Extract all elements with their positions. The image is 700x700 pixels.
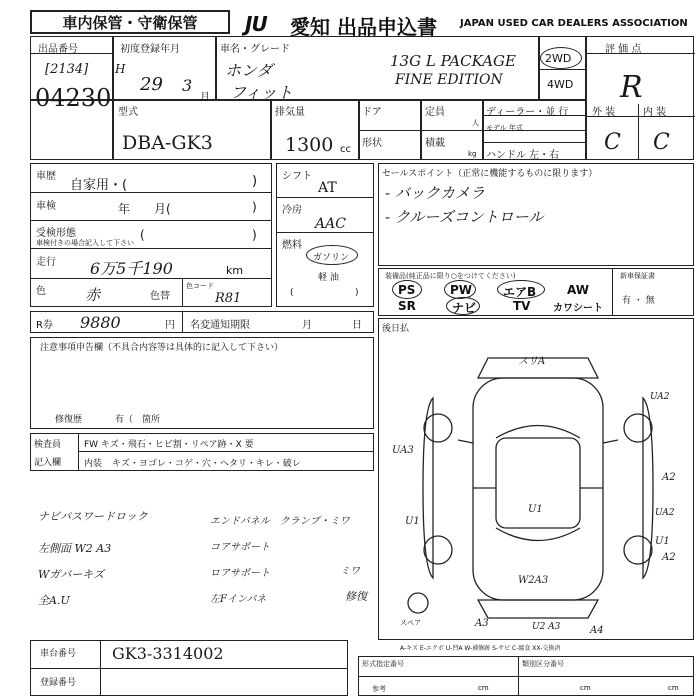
lot-small-number: [2134] — [45, 62, 89, 77]
mileage-value: 6万5千190 — [90, 259, 173, 278]
inspection-label: 車検 — [36, 201, 56, 212]
storage-stamp — [30, 10, 230, 34]
dimension-unit: cm — [478, 684, 489, 692]
equipment-aw: AW — [567, 283, 589, 297]
capacity-unit: 人 — [472, 119, 479, 127]
recycle-label: R券 — [36, 320, 53, 331]
inspector-note-right: エンドパネル クランプ・ミワ — [210, 516, 350, 527]
rear-date-label: 後日払 — [382, 324, 410, 334]
rear-window — [496, 528, 580, 541]
damage-annotation: U1 — [655, 536, 670, 547]
class-number-label: 類別区分番号 — [522, 660, 564, 668]
ju-logo — [245, 12, 267, 36]
fuel-diesel: 軽 油 — [318, 273, 339, 283]
sales-point-item: - クルーズコントロール — [385, 208, 544, 226]
fuel-label: 燃料 — [282, 240, 302, 251]
equipment-airbag-circle — [497, 280, 545, 299]
fuel-gasoline: ガソリン — [313, 253, 350, 263]
sales-point-item: - バックカメラ — [385, 184, 485, 202]
equipment-navi: ナビ — [452, 301, 477, 315]
receive-open: ( — [140, 228, 145, 242]
tax-notice-label: 名変通知期限 — [190, 320, 250, 331]
inspector-note-left: ナビパスワードロック — [38, 510, 148, 523]
displacement-value: 1300 — [285, 134, 334, 156]
form-number-label: 形式指定番号 — [362, 660, 404, 668]
reference-label: 参考 — [372, 685, 386, 693]
fuel-open: ( — [290, 288, 294, 298]
inspector-repair-note: 修復 — [345, 590, 367, 603]
damage-annotation: U1 — [528, 504, 543, 515]
shift-value: AT — [318, 180, 337, 196]
mileage-label: 走行 — [36, 257, 56, 268]
chassis-number: GK3-3314002 — [112, 644, 224, 663]
spare-label: スペア — [400, 619, 421, 627]
dealer-label: ディーラー・並 行 — [486, 107, 569, 118]
wheel-front-left — [424, 414, 452, 442]
damage-annotation: UA3 — [392, 445, 414, 456]
damage-annotation: W2A3 — [518, 575, 549, 586]
registration-year: 29 — [140, 74, 163, 95]
damage-annotation: A4 — [590, 625, 604, 636]
ac-label: 冷房 — [282, 205, 302, 216]
damage-annotation: U1 — [405, 516, 420, 527]
history-close: ) — [252, 174, 258, 189]
color-code-label: 色コード — [186, 282, 214, 290]
association-name: JAPAN USED CAR DEALERS ASSOCIATION — [460, 18, 688, 29]
damage-annotation: UA2 — [655, 508, 675, 518]
damage-legend: A-キズ E-エクボ U-凹A W-補修跡 S-サビ C-腐食 XX-交換済 — [400, 645, 561, 652]
equipment-pw: PW — [450, 283, 473, 297]
warranty-value: 有 ・ 無 — [622, 296, 655, 306]
registration-era: H — [115, 62, 126, 76]
inspector-note-right: 左Fインパネ — [210, 594, 267, 605]
equipment-ps-circle — [392, 280, 422, 299]
equipment-navi-circle — [446, 297, 480, 315]
inspection-close: ) — [252, 200, 257, 214]
fuel-close: ) — [355, 288, 359, 298]
load-unit: kg — [468, 150, 477, 158]
lot-label: 出品番号 — [38, 44, 78, 55]
ju-logo-mark: JU — [245, 12, 267, 36]
inspector-note-right: ロアサポート — [210, 568, 270, 579]
lot-number: 04230 — [35, 84, 112, 112]
dimension-unit: cm — [580, 684, 591, 692]
car-name-label: 車名・グレード — [220, 44, 290, 55]
inspector-bracket-note: ミワ — [340, 566, 360, 577]
inspector-note-left: Wガバーキズ — [38, 568, 105, 581]
inspector-note-left: 全A.U — [38, 594, 70, 607]
wheel-front-right — [624, 414, 652, 442]
sales-points-label: セールスポイント（正常に機能するものに限ります） — [382, 169, 598, 179]
capacity-label: 定員 — [425, 107, 445, 118]
notes-label: 注意事項申告欄（不具合内容等は具体的に記入して下さい） — [40, 343, 284, 353]
rear-view — [478, 600, 598, 618]
shape-label: 形状 — [362, 138, 382, 149]
registration-label: 初度登録年月 — [120, 44, 180, 55]
inspector-label-top: 検査員 — [34, 440, 62, 450]
storage-stamp-text: 車内保管・守衛保管 — [62, 13, 198, 32]
exterior-grade: C — [604, 130, 621, 155]
wheel-rear-right — [624, 536, 652, 564]
inspector-note-right: コアサポート — [210, 542, 270, 553]
handle-label: ハンドル 左・右 — [486, 150, 560, 161]
ac-value: AAC — [315, 216, 346, 232]
drive-2wd-circle — [540, 47, 582, 69]
interior-label: 内 装 — [643, 107, 667, 118]
inspector-note-left: 左側面 W2 A3 — [38, 542, 112, 555]
shift-label: シフト — [282, 171, 312, 182]
doors-label: ドア — [362, 107, 382, 118]
score-value: R — [620, 70, 643, 105]
recycle-value: 9880 — [80, 313, 121, 332]
score-label: 評 価 点 — [605, 44, 642, 55]
model-code: DBA-GK3 — [122, 132, 213, 154]
history-value: 自家用・( — [70, 178, 128, 193]
fuel-gasoline-circle — [306, 245, 358, 265]
equipment-sr: SR — [398, 299, 416, 313]
registration-number-label: 登録番号 — [40, 678, 77, 688]
equipment-airbag: エアB — [503, 285, 537, 299]
wheel-rear-left — [424, 536, 452, 564]
equipment-tv: TV — [513, 299, 531, 313]
chassis-label: 車台番号 — [40, 649, 77, 659]
drive-4wd: 4WD — [547, 78, 574, 91]
model-year-label: モデル 年式 — [486, 124, 523, 132]
recycle-unit: 円 — [165, 320, 175, 331]
model-code-label: 型式 — [118, 107, 138, 118]
tax-month: 月 — [302, 320, 312, 331]
registration-month-unit: 月 — [200, 92, 210, 103]
displacement-unit: cc — [340, 144, 351, 155]
windshield — [496, 426, 580, 439]
drive-2wd: 2WD — [545, 52, 572, 65]
damage-annotation: A3 — [475, 618, 489, 629]
inspector-label-bottom: 記入欄 — [34, 458, 62, 468]
spare-tire — [408, 593, 428, 613]
color-value: 赤 — [85, 286, 101, 304]
form-title: 愛知 出品申込書 — [290, 15, 437, 39]
color-code-value: R81 — [215, 291, 242, 306]
color-label: 色 — [36, 286, 46, 297]
dimension-unit: cm — [668, 684, 679, 692]
car-model: フィット — [230, 83, 293, 102]
exterior-label: 外 装 — [592, 107, 616, 118]
repair-history-label: 修復歴 — [55, 415, 83, 425]
equipment-leather: カワシート — [553, 303, 603, 314]
color-change-label: 色替 — [150, 291, 170, 302]
registration-month: 3 — [182, 76, 193, 95]
damage-annotation: A2 — [662, 552, 676, 563]
inspector-row-2-label: 内装 — [84, 459, 103, 469]
damage-annotation: スリA — [518, 356, 546, 367]
equipment-ps: PS — [398, 283, 416, 297]
mileage-unit: km — [226, 264, 244, 277]
damage-annotation: UA2 — [650, 392, 670, 402]
repair-history-value: 有（ 箇所 — [115, 415, 161, 425]
grade-line-2: FINE EDITION — [395, 72, 503, 88]
car-body-outline — [473, 378, 603, 600]
receive-close: ) — [252, 228, 257, 242]
receive-label: 受検形態 — [36, 228, 76, 239]
inspector-row-2: キズ・ヨゴレ・コゲ・穴・ヘタリ・キレ・破レ — [112, 459, 301, 469]
load-label: 積載 — [425, 138, 445, 149]
car-make: ホンダ — [225, 61, 273, 80]
equipment-label: 装備品(純正品に限り○をつけてください) — [385, 272, 516, 280]
history-label: 車歴 — [36, 171, 56, 182]
grade-line-1: 13G L PACKAGE — [390, 52, 516, 70]
inspector-row-1: FW キズ・飛石・ヒビ割・リペア跡・X 要 — [84, 440, 254, 450]
damage-annotation: U2 A3 — [532, 622, 561, 632]
displacement-label: 排気量 — [275, 107, 305, 118]
warranty-label: 新車保証書 — [620, 272, 655, 280]
inspection-value: 年 月( — [118, 202, 171, 216]
damage-annotation: A2 — [662, 472, 676, 483]
interior-grade: C — [653, 130, 670, 155]
receive-sub: 車検付きの場合記入して下さい — [36, 239, 134, 247]
tax-day: 日 — [352, 320, 362, 331]
